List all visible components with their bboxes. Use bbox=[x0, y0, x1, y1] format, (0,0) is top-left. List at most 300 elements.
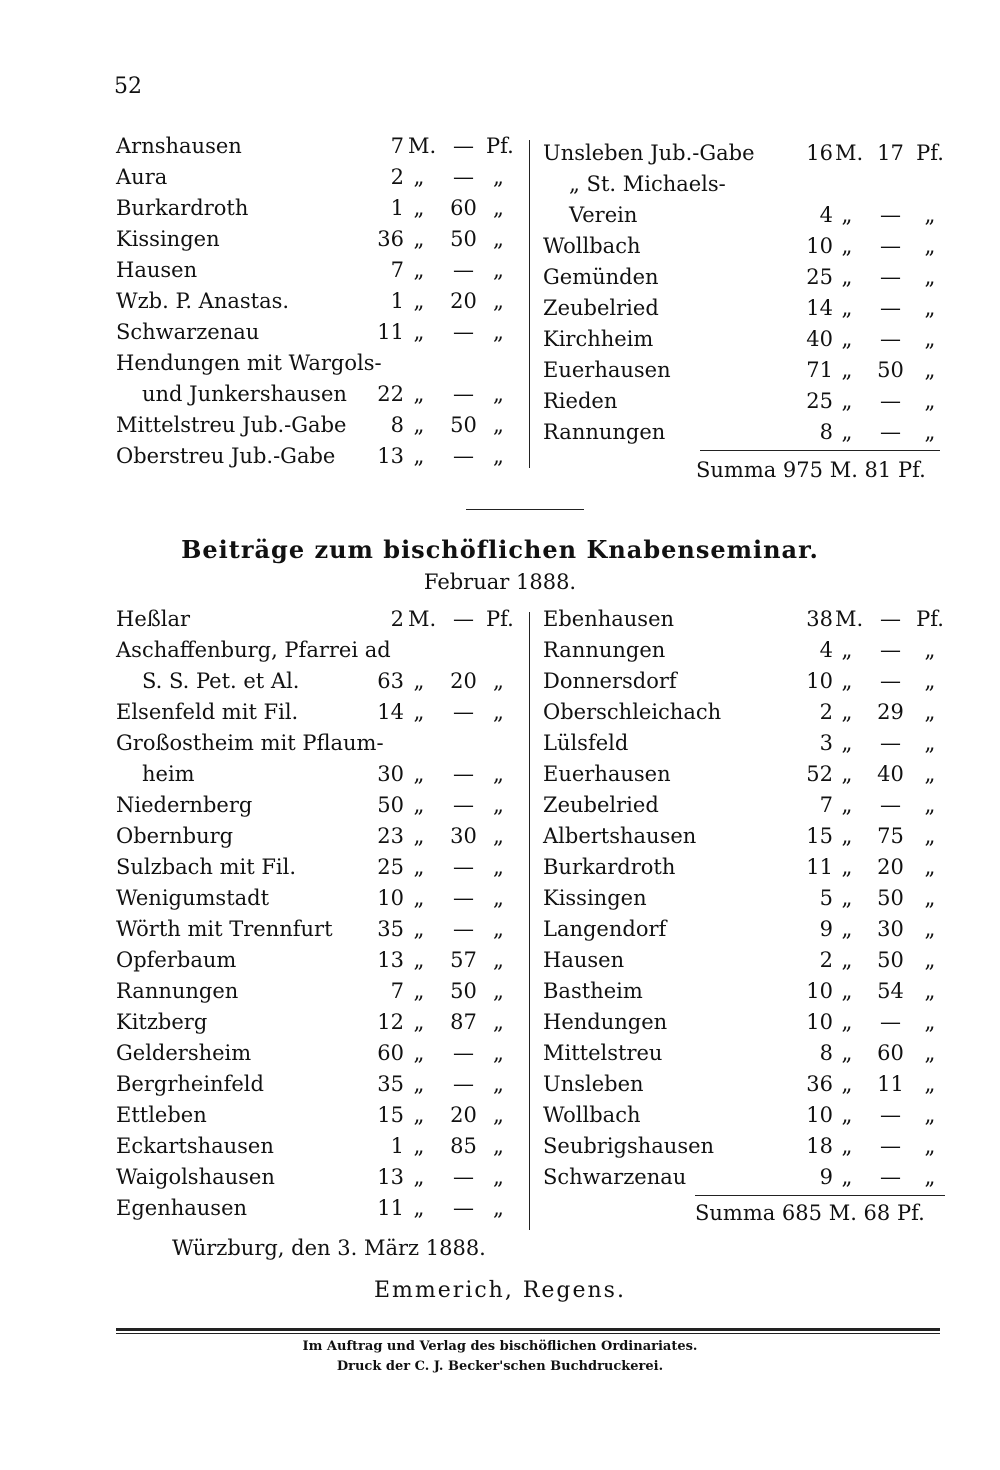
entry-mark-unit: „ bbox=[841, 234, 853, 258]
entry-name: Niedernberg bbox=[116, 793, 253, 817]
signature: Emmerich, Regens. bbox=[374, 1278, 626, 1303]
entry-mark: 18 bbox=[806, 1134, 833, 1158]
entry-mark-unit: „ bbox=[841, 824, 853, 848]
table-row bbox=[116, 348, 516, 379]
entry-mark-unit: „ bbox=[413, 227, 425, 251]
entry-mark: 71 bbox=[806, 358, 833, 382]
entry-pfennig-unit: „ bbox=[924, 762, 936, 786]
entry-pfennig: — bbox=[453, 382, 474, 406]
entry-pfennig: 17 bbox=[877, 141, 904, 165]
entry-pfennig: — bbox=[880, 234, 901, 258]
entry-mark: 9 bbox=[819, 917, 833, 941]
section2-summa: Summa 685 M. 68 Pf. bbox=[695, 1201, 925, 1225]
table-row bbox=[543, 1069, 948, 1100]
entry-mark-unit: „ bbox=[413, 165, 425, 189]
entry-pfennig-unit: „ bbox=[924, 358, 936, 382]
footer-rule-thin bbox=[116, 1333, 940, 1334]
entry-name: Burkardroth bbox=[543, 855, 676, 879]
entry-pfennig: — bbox=[453, 258, 474, 282]
table-row bbox=[543, 666, 948, 697]
table-row bbox=[543, 604, 948, 635]
table-row bbox=[116, 410, 516, 441]
entry-name: Schwarzenau bbox=[543, 1165, 687, 1189]
table-row bbox=[116, 1038, 516, 1069]
entry-mark: 60 bbox=[377, 1041, 404, 1065]
entry-mark: 15 bbox=[806, 824, 833, 848]
entry-mark-unit: „ bbox=[413, 1072, 425, 1096]
entry-mark: 7 bbox=[390, 979, 404, 1003]
table-row bbox=[543, 1007, 948, 1038]
entry-pfennig-unit: Pf. bbox=[486, 607, 514, 631]
entry-name: Arnshausen bbox=[116, 134, 242, 158]
entry-mark: 25 bbox=[377, 855, 404, 879]
entry-mark-unit: „ bbox=[841, 1103, 853, 1127]
table-row bbox=[543, 231, 948, 262]
entry-name: Obernburg bbox=[116, 824, 234, 848]
table-row bbox=[116, 635, 516, 666]
section2-subtitle: Februar 1888. bbox=[423, 570, 577, 594]
entry-mark: 23 bbox=[377, 824, 404, 848]
entry-name: Burkardroth bbox=[116, 196, 249, 220]
sum-rule bbox=[700, 450, 940, 451]
entry-mark: 1 bbox=[390, 196, 404, 220]
table-row bbox=[543, 293, 948, 324]
entry-mark: 2 bbox=[390, 607, 404, 631]
entry-pfennig: 20 bbox=[450, 669, 477, 693]
table-row bbox=[116, 131, 516, 162]
entry-mark-unit: „ bbox=[841, 793, 853, 817]
entry-mark: 35 bbox=[377, 917, 404, 941]
entry-name: Mittelstreu Jub.-Gabe bbox=[116, 413, 347, 437]
entry-mark-unit: „ bbox=[841, 296, 853, 320]
entry-mark: 13 bbox=[377, 1165, 404, 1189]
entry-mark: 12 bbox=[377, 1010, 404, 1034]
entry-pfennig-unit: Pf. bbox=[486, 134, 514, 158]
entry-pfennig-unit: „ bbox=[924, 265, 936, 289]
entry-pfennig-unit: „ bbox=[493, 1165, 504, 1189]
entry-name: und Junkershausen bbox=[142, 382, 347, 406]
entry-pfennig-unit: „ bbox=[493, 1072, 504, 1096]
entry-name: Egenhausen bbox=[116, 1196, 248, 1220]
entry-pfennig-unit: „ bbox=[924, 886, 936, 910]
entry-pfennig: 87 bbox=[450, 1010, 477, 1034]
entry-name: Schwarzenau bbox=[116, 320, 260, 344]
entry-pfennig-unit: Pf. bbox=[916, 607, 944, 631]
section2-right-column bbox=[543, 604, 948, 1193]
entry-mark-unit: „ bbox=[841, 327, 853, 351]
entry-pfennig: — bbox=[453, 1165, 474, 1189]
table-row bbox=[543, 1100, 948, 1131]
footer-line1: Im Auftrag und Verlag des bischöflichen Ordinariates. bbox=[302, 1339, 698, 1354]
entry-pfennig-unit: „ bbox=[924, 793, 936, 817]
entry-pfennig: — bbox=[453, 762, 474, 786]
entry-mark-unit: M. bbox=[835, 141, 864, 165]
entry-pfennig-unit: „ bbox=[924, 1165, 936, 1189]
entry-pfennig-unit: „ bbox=[493, 1196, 504, 1220]
entry-mark: 11 bbox=[806, 855, 833, 879]
entry-mark-unit: „ bbox=[413, 382, 425, 406]
table-row bbox=[116, 852, 516, 883]
table-row bbox=[116, 1162, 516, 1193]
entry-name: Rieden bbox=[543, 389, 618, 413]
entry-name: Kissingen bbox=[543, 886, 647, 910]
entry-mark: 7 bbox=[390, 258, 404, 282]
entry-pfennig-unit: „ bbox=[493, 824, 504, 848]
entry-mark-unit: „ bbox=[413, 762, 425, 786]
entry-mark-unit: „ bbox=[413, 824, 425, 848]
entry-pfennig-unit: „ bbox=[924, 1072, 936, 1096]
entry-pfennig: — bbox=[453, 793, 474, 817]
entry-pfennig-unit: „ bbox=[493, 382, 504, 406]
entry-name: Hausen bbox=[116, 258, 198, 282]
entry-mark-unit: „ bbox=[841, 948, 853, 972]
entry-mark: 4 bbox=[819, 638, 833, 662]
entry-pfennig: 50 bbox=[450, 227, 477, 251]
entry-mark: 15 bbox=[377, 1103, 404, 1127]
entry-pfennig-unit: „ bbox=[924, 203, 936, 227]
entry-mark-unit: „ bbox=[413, 1103, 425, 1127]
entry-mark: 13 bbox=[377, 444, 404, 468]
entry-pfennig: — bbox=[880, 731, 901, 755]
entry-mark-unit: „ bbox=[841, 1134, 853, 1158]
table-row bbox=[543, 914, 948, 945]
entry-name: Oberstreu Jub.-Gabe bbox=[116, 444, 336, 468]
table-row bbox=[116, 883, 516, 914]
entry-pfennig: — bbox=[880, 203, 901, 227]
entry-mark-unit: „ bbox=[841, 855, 853, 879]
entry-name: Hendungen bbox=[543, 1010, 668, 1034]
entry-pfennig-unit: „ bbox=[493, 320, 504, 344]
entry-mark-unit: „ bbox=[841, 700, 853, 724]
entry-pfennig: 29 bbox=[877, 700, 904, 724]
entry-mark: 11 bbox=[377, 1196, 404, 1220]
entry-mark-unit: „ bbox=[841, 917, 853, 941]
entry-pfennig-unit: „ bbox=[924, 731, 936, 755]
entry-name: Großostheim mit Pflaum- bbox=[116, 731, 384, 755]
entry-name: Bastheim bbox=[543, 979, 643, 1003]
entry-mark-unit: „ bbox=[841, 1165, 853, 1189]
entry-pfennig: — bbox=[880, 1165, 901, 1189]
entry-pfennig-unit: „ bbox=[924, 824, 936, 848]
entry-mark: 1 bbox=[390, 1134, 404, 1158]
entry-mark-unit: „ bbox=[841, 203, 853, 227]
entry-pfennig: 50 bbox=[877, 886, 904, 910]
entry-pfennig-unit: „ bbox=[924, 917, 936, 941]
entry-pfennig-unit: „ bbox=[493, 1010, 504, 1034]
table-row bbox=[543, 386, 948, 417]
entry-name: Wörth mit Trennfurt bbox=[116, 917, 333, 941]
table-row bbox=[116, 1007, 516, 1038]
entry-pfennig: — bbox=[453, 320, 474, 344]
entry-mark: 8 bbox=[819, 420, 833, 444]
entry-name: Rannungen bbox=[116, 979, 239, 1003]
table-row bbox=[543, 945, 948, 976]
entry-pfennig: 75 bbox=[877, 824, 904, 848]
entry-mark: 10 bbox=[806, 1010, 833, 1034]
entry-pfennig-unit: „ bbox=[924, 948, 936, 972]
entry-mark-unit: „ bbox=[841, 669, 853, 693]
entry-pfennig-unit: „ bbox=[493, 979, 504, 1003]
table-row bbox=[116, 441, 516, 472]
table-row bbox=[116, 1069, 516, 1100]
table-row bbox=[116, 193, 516, 224]
entry-pfennig: 50 bbox=[877, 358, 904, 382]
entry-pfennig: 60 bbox=[877, 1041, 904, 1065]
entry-pfennig-unit: „ bbox=[493, 1103, 504, 1127]
section1-right-column bbox=[543, 138, 948, 448]
column-divider bbox=[529, 612, 530, 1230]
entry-mark-unit: „ bbox=[841, 1072, 853, 1096]
entry-mark: 50 bbox=[377, 793, 404, 817]
section-divider bbox=[466, 509, 584, 510]
entry-mark: 8 bbox=[819, 1041, 833, 1065]
entry-pfennig: — bbox=[453, 700, 474, 724]
entry-pfennig-unit: „ bbox=[493, 948, 504, 972]
entry-pfennig: — bbox=[453, 1072, 474, 1096]
entry-mark: 10 bbox=[806, 1103, 833, 1127]
entry-mark-unit: „ bbox=[413, 886, 425, 910]
entry-mark-unit: „ bbox=[413, 793, 425, 817]
entry-mark-unit: „ bbox=[413, 1041, 425, 1065]
table-row bbox=[116, 286, 516, 317]
entry-name: Euerhausen bbox=[543, 358, 671, 382]
entry-name: S. S. Pet. et Al. bbox=[142, 669, 300, 693]
table-row bbox=[543, 355, 948, 386]
entry-name: Mittelstreu bbox=[543, 1041, 663, 1065]
entry-pfennig: 50 bbox=[877, 948, 904, 972]
entry-pfennig: 20 bbox=[450, 1103, 477, 1127]
entry-pfennig: — bbox=[880, 607, 901, 631]
entry-pfennig: — bbox=[453, 165, 474, 189]
table-row bbox=[116, 759, 516, 790]
entry-mark: 36 bbox=[806, 1072, 833, 1096]
entry-mark: 2 bbox=[819, 948, 833, 972]
entry-pfennig: — bbox=[880, 296, 901, 320]
entry-mark: 22 bbox=[377, 382, 404, 406]
entry-name: Zeubelried bbox=[543, 793, 659, 817]
entry-pfennig-unit: „ bbox=[493, 413, 504, 437]
entry-mark: 4 bbox=[819, 203, 833, 227]
entry-mark-unit: „ bbox=[841, 638, 853, 662]
entry-name: Aschaffenburg, Pfarrei ad bbox=[116, 638, 391, 662]
entry-pfennig: 40 bbox=[877, 762, 904, 786]
entry-mark: 38 bbox=[806, 607, 833, 631]
entry-name: Wollbach bbox=[543, 234, 641, 258]
entry-mark: 40 bbox=[806, 327, 833, 351]
table-row bbox=[543, 1131, 948, 1162]
entry-pfennig-unit: „ bbox=[924, 389, 936, 413]
table-row bbox=[543, 262, 948, 293]
entry-pfennig-unit: „ bbox=[493, 444, 504, 468]
entry-mark-unit: „ bbox=[413, 948, 425, 972]
entry-mark-unit: „ bbox=[413, 1165, 425, 1189]
entry-mark: 3 bbox=[819, 731, 833, 755]
table-row bbox=[543, 883, 948, 914]
entry-mark-unit: „ bbox=[841, 762, 853, 786]
entry-pfennig-unit: „ bbox=[493, 1041, 504, 1065]
entry-mark-unit: M. bbox=[835, 607, 864, 631]
entry-mark-unit: „ bbox=[841, 1041, 853, 1065]
entry-mark-unit: „ bbox=[413, 855, 425, 879]
entry-pfennig-unit: „ bbox=[924, 669, 936, 693]
entry-name: Aura bbox=[116, 165, 168, 189]
entry-pfennig-unit: „ bbox=[493, 917, 504, 941]
entry-name: Ettleben bbox=[116, 1103, 207, 1127]
table-row bbox=[543, 200, 948, 231]
section2-left-column bbox=[116, 604, 516, 1224]
entry-pfennig: 54 bbox=[877, 979, 904, 1003]
entry-pfennig-unit: „ bbox=[924, 296, 936, 320]
entry-mark: 7 bbox=[819, 793, 833, 817]
table-row bbox=[543, 138, 948, 169]
entry-pfennig: — bbox=[880, 265, 901, 289]
entry-name: heim bbox=[142, 762, 195, 786]
entry-name: Rannungen bbox=[543, 638, 666, 662]
entry-pfennig: — bbox=[880, 1010, 901, 1034]
table-row bbox=[116, 379, 516, 410]
table-row bbox=[543, 169, 948, 200]
entry-mark-unit: „ bbox=[413, 444, 425, 468]
entry-pfennig: 11 bbox=[877, 1072, 904, 1096]
entry-name: „ St. Michaels- bbox=[569, 172, 726, 196]
page-number: 52 bbox=[114, 74, 142, 99]
entry-pfennig-unit: „ bbox=[493, 855, 504, 879]
table-row bbox=[543, 790, 948, 821]
entry-name: Verein bbox=[569, 203, 638, 227]
entry-pfennig-unit: „ bbox=[493, 196, 504, 220]
entry-mark-unit: „ bbox=[841, 979, 853, 1003]
entry-name: Kissingen bbox=[116, 227, 220, 251]
entry-pfennig-unit: „ bbox=[924, 979, 936, 1003]
entry-pfennig-unit: „ bbox=[493, 886, 504, 910]
footer-line2: Druck der C. J. Becker'schen Buchdruckerei. bbox=[336, 1359, 664, 1374]
entry-pfennig: 30 bbox=[877, 917, 904, 941]
entry-name: Ebenhausen bbox=[543, 607, 675, 631]
entry-pfennig: 20 bbox=[450, 289, 477, 313]
entry-pfennig: — bbox=[880, 793, 901, 817]
entry-name: Lülsfeld bbox=[543, 731, 629, 755]
table-row bbox=[116, 162, 516, 193]
entry-name: Seubrigshausen bbox=[543, 1134, 715, 1158]
column-divider bbox=[529, 140, 530, 468]
entry-pfennig: — bbox=[453, 886, 474, 910]
entry-pfennig: — bbox=[453, 1196, 474, 1220]
table-row bbox=[543, 635, 948, 666]
table-row bbox=[116, 604, 516, 635]
entry-mark-unit: „ bbox=[413, 1196, 425, 1220]
entry-mark: 25 bbox=[806, 389, 833, 413]
entry-pfennig-unit: „ bbox=[493, 165, 504, 189]
entry-mark: 14 bbox=[377, 700, 404, 724]
entry-pfennig-unit: „ bbox=[493, 227, 504, 251]
entry-pfennig-unit: „ bbox=[493, 289, 504, 313]
entry-mark: 10 bbox=[806, 234, 833, 258]
table-row bbox=[543, 417, 948, 448]
table-row bbox=[543, 728, 948, 759]
table-row bbox=[543, 1038, 948, 1069]
entry-mark-unit: „ bbox=[413, 413, 425, 437]
entry-pfennig: — bbox=[880, 669, 901, 693]
entry-pfennig-unit: „ bbox=[924, 700, 936, 724]
entry-mark-unit: M. bbox=[408, 607, 437, 631]
entry-pfennig: — bbox=[453, 444, 474, 468]
entry-mark-unit: „ bbox=[413, 258, 425, 282]
entry-mark: 14 bbox=[806, 296, 833, 320]
table-row bbox=[116, 914, 516, 945]
entry-pfennig: — bbox=[880, 389, 901, 413]
entry-pfennig-unit: „ bbox=[924, 1041, 936, 1065]
entry-name: Euerhausen bbox=[543, 762, 671, 786]
entry-name: Albertshausen bbox=[543, 824, 697, 848]
table-row bbox=[116, 790, 516, 821]
entry-pfennig: — bbox=[453, 607, 474, 631]
entry-mark: 25 bbox=[806, 265, 833, 289]
table-row bbox=[543, 1162, 948, 1193]
footer-rule-thick bbox=[116, 1328, 940, 1331]
entry-pfennig-unit: „ bbox=[493, 1134, 504, 1158]
table-row bbox=[116, 728, 516, 759]
table-row bbox=[116, 255, 516, 286]
entry-pfennig: 50 bbox=[450, 979, 477, 1003]
entry-mark-unit: „ bbox=[413, 1134, 425, 1158]
entry-mark: 63 bbox=[377, 669, 404, 693]
entry-mark: 2 bbox=[819, 700, 833, 724]
entry-name: Kirchheim bbox=[543, 327, 654, 351]
entry-pfennig-unit: „ bbox=[493, 793, 504, 817]
table-row bbox=[116, 976, 516, 1007]
entry-name: Bergrheinfeld bbox=[116, 1072, 264, 1096]
table-row bbox=[543, 976, 948, 1007]
entry-pfennig-unit: „ bbox=[493, 669, 504, 693]
entry-mark-unit: „ bbox=[841, 358, 853, 382]
entry-mark: 5 bbox=[819, 886, 833, 910]
entry-name: Langendorf bbox=[543, 917, 667, 941]
table-row bbox=[116, 317, 516, 348]
entry-mark: 10 bbox=[806, 669, 833, 693]
table-row bbox=[116, 945, 516, 976]
entry-mark-unit: „ bbox=[841, 731, 853, 755]
entry-mark-unit: „ bbox=[413, 917, 425, 941]
entry-pfennig: 57 bbox=[450, 948, 477, 972]
entry-name: Elsenfeld mit Fil. bbox=[116, 700, 299, 724]
table-row bbox=[116, 666, 516, 697]
entry-mark-unit: „ bbox=[841, 265, 853, 289]
entry-mark: 36 bbox=[377, 227, 404, 251]
entry-mark: 1 bbox=[390, 289, 404, 313]
table-row bbox=[543, 697, 948, 728]
entry-pfennig: — bbox=[453, 1041, 474, 1065]
table-row bbox=[116, 1100, 516, 1131]
entry-pfennig-unit: „ bbox=[493, 700, 504, 724]
entry-name: Oberschleichach bbox=[543, 700, 722, 724]
entry-name: Hausen bbox=[543, 948, 625, 972]
entry-pfennig-unit: „ bbox=[924, 1010, 936, 1034]
entry-name: Wenigumstadt bbox=[116, 886, 270, 910]
entry-name: Unsleben bbox=[543, 1072, 644, 1096]
entry-mark: 8 bbox=[390, 413, 404, 437]
entry-mark: 52 bbox=[806, 762, 833, 786]
entry-pfennig: 50 bbox=[450, 413, 477, 437]
entry-mark-unit: „ bbox=[841, 1010, 853, 1034]
entry-mark-unit: „ bbox=[841, 389, 853, 413]
entry-pfennig: 85 bbox=[450, 1134, 477, 1158]
table-row bbox=[543, 759, 948, 790]
entry-mark-unit: „ bbox=[413, 700, 425, 724]
entry-mark: 11 bbox=[377, 320, 404, 344]
entry-pfennig-unit: „ bbox=[493, 762, 504, 786]
entry-pfennig-unit: „ bbox=[493, 258, 504, 282]
entry-name: Wzb. P. Anastas. bbox=[116, 289, 290, 313]
